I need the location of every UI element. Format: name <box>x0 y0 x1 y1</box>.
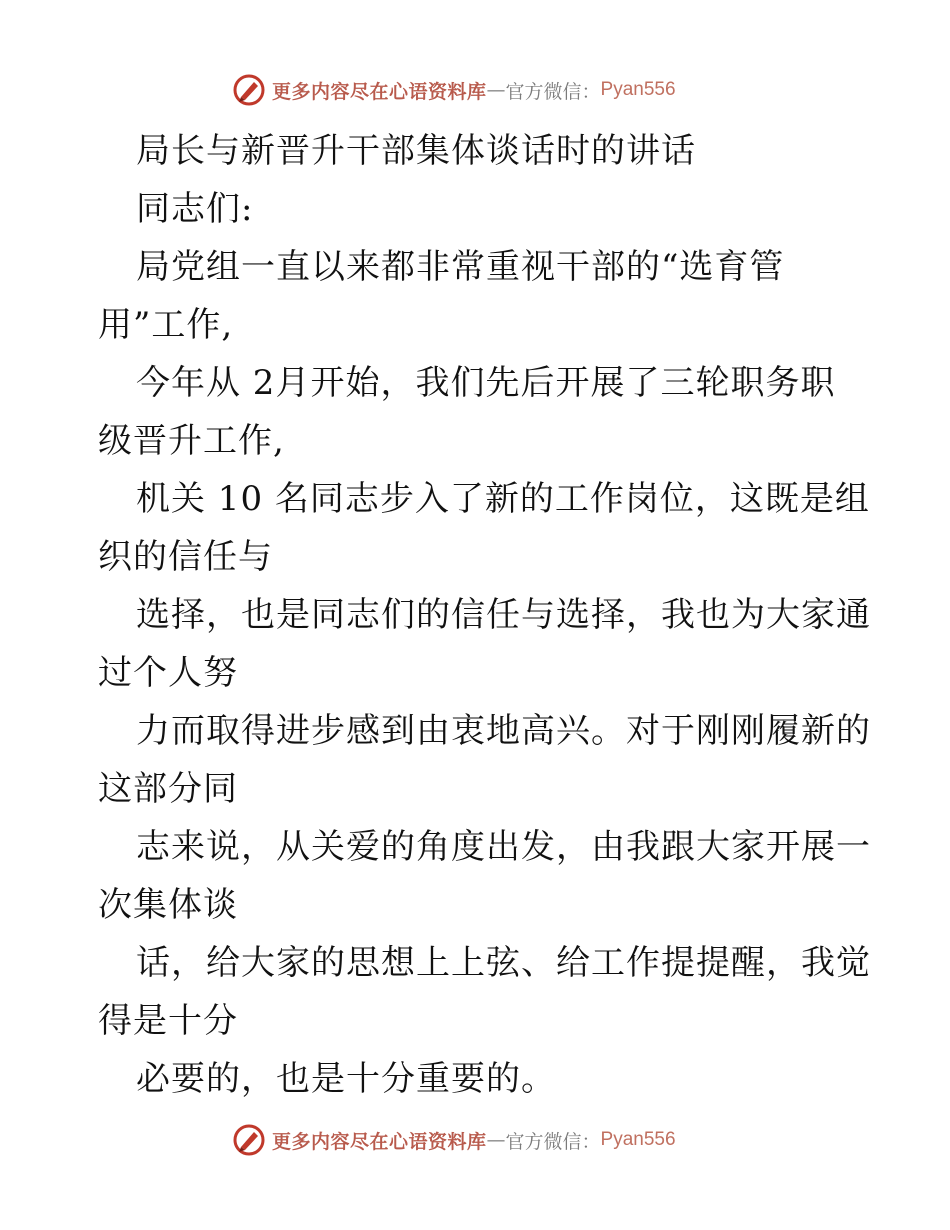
footer-banner <box>232 1120 712 1160</box>
banner-separator: — <box>486 79 506 101</box>
paragraph-line: 得是十分 <box>98 1001 238 1041</box>
paragraph-line: 机关 10 名同志步入了新的工作岗位，这既是组 <box>136 479 870 519</box>
pen-logo-icon <box>232 73 266 107</box>
banner-wechat-label: 官方微信： <box>505 1130 601 1153</box>
banner-text: 更多内容尽在心语资料库 <box>272 80 487 103</box>
paragraph-line: 这部分同 <box>98 769 238 809</box>
paragraph-line: 级晋升工作, <box>98 421 285 461</box>
document-title: 局长与新晋升干部集体谈话时的讲话 <box>136 131 696 171</box>
banner-text: 更多内容尽在心语资料库 <box>272 1130 487 1153</box>
paragraph-line: 力而取得进步感到由衷地高兴。对于刚刚履新的 <box>136 711 871 751</box>
pen-logo-icon <box>232 1123 266 1157</box>
paragraph-line: 过个人努 <box>98 653 238 693</box>
paragraph-line: 志来说，从关爱的角度出发，由我跟大家开展一 <box>136 827 871 867</box>
paragraph-line: 局党组一直以来都非常重视干部的“选育管 <box>136 247 785 287</box>
paragraph-line: 用”工作, <box>98 305 234 345</box>
salutation: 同志们: <box>136 189 254 229</box>
banner-wechat-label: 官方微信： <box>505 80 601 103</box>
paragraph-line: 必要的，也是十分重要的。 <box>136 1059 556 1099</box>
paragraph-line: 选择，也是同志们的信任与选择，我也为大家通 <box>136 595 871 635</box>
paragraph-line: 今年从 2月开始，我们先后开展了三轮职务职 <box>136 363 836 403</box>
paragraph-line: 话，给大家的思想上上弦、给工作提提醒，我觉 <box>136 943 871 983</box>
banner-wechat-id: Pyan556 <box>600 1129 676 1150</box>
paragraph-line: 织的信任与 <box>98 537 273 577</box>
banner-wechat-id: Pyan556 <box>600 79 676 100</box>
paragraph-line: 次集体谈 <box>98 885 238 925</box>
banner-separator: — <box>486 1129 506 1151</box>
header-banner <box>232 70 712 110</box>
document-body <box>98 122 871 1108</box>
